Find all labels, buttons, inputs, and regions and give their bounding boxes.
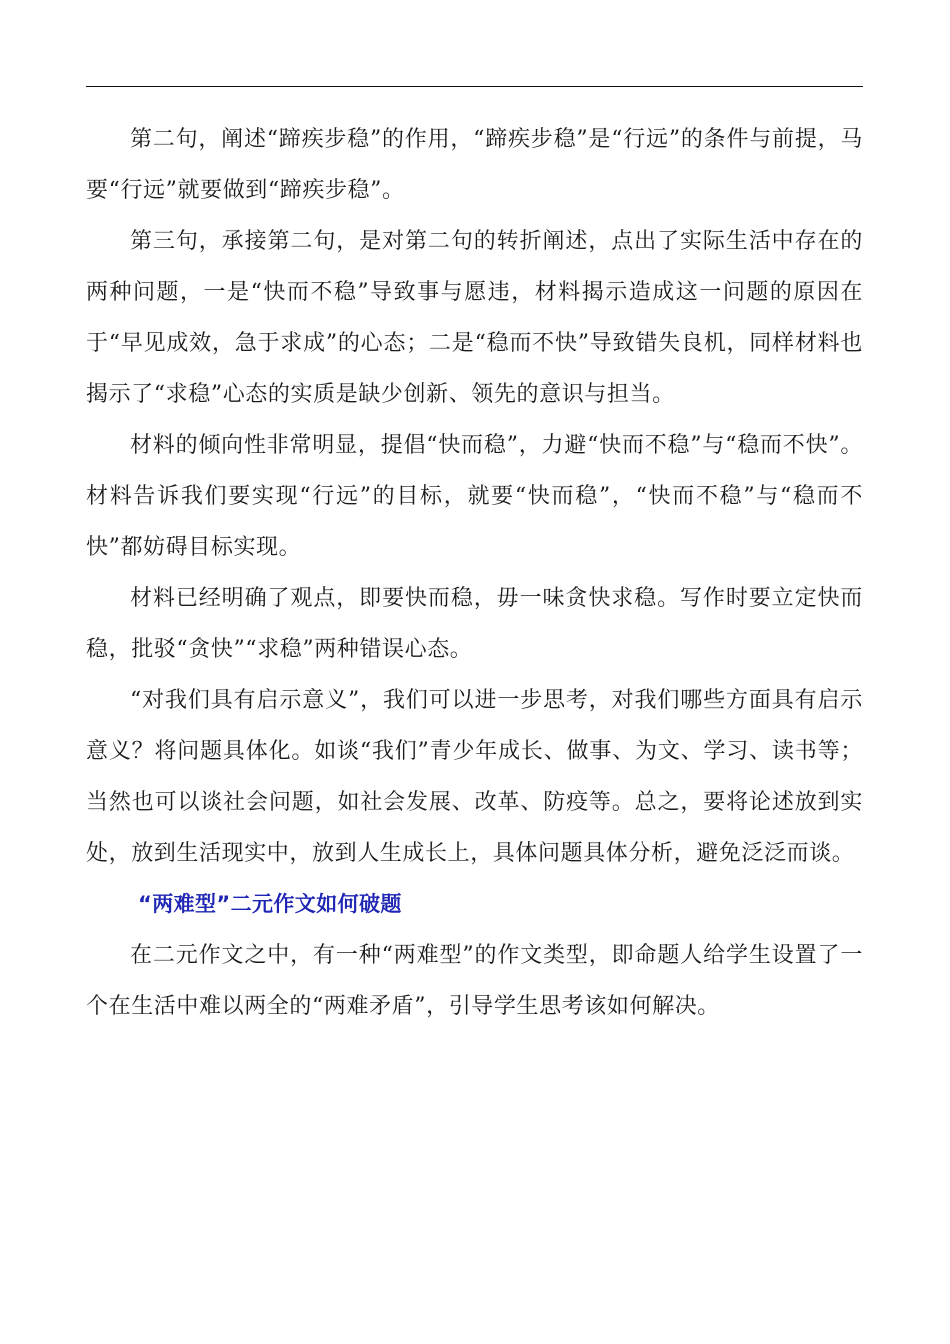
- paragraph-second-sentence: 第二句，阐述“蹄疾步稳”的作用，“蹄疾步稳”是“行远”的条件与前提，马要“行远”就要做到“蹄疾步稳”。: [86, 127, 863, 203]
- paragraph-enlightenment: “对我们具有启示意义”，我们可以进一步思考，对我们哪些方面具有启示意义？将问题具体化。如谈“我们”青少年成长、做事、为文、学习、读书等；当然也可以谈社会问题，如社会发展、改革、防疫等。总之，要将论述放到实处，放到生活现实中，放到人生成长上，具体问题具体分析，避免泛泛而谈。: [86, 688, 863, 866]
- document-body: [86, 114, 863, 1032]
- paragraph-viewpoint: 材料已经明确了观点，即要快而稳，毋一味贪快求稳。写作时要立定快而稳，批驳“贪快”“求稳”两种错误心态。: [86, 586, 863, 662]
- paragraph-dilemma-intro: 在二元作文之中，有一种“两难型”的作文类型，即命题人给学生设置了一个在生活中难以两全的“两难矛盾”，引导学生思考该如何解决。: [86, 943, 863, 1019]
- header-rule: [86, 86, 863, 87]
- section-heading: “两难型”二元作文如何破题: [138, 892, 402, 916]
- paragraph-third-sentence: 第三句，承接第二句，是对第二句的转折阐述，点出了实际生活中存在的两种问题，一是“快而不稳”导致事与愿违，材料揭示造成这一问题的原因在于“早见成效，急于求成”的心态；二是“稳而不快”导致错失良机，同样材料也揭示了“求稳”心态的实质是缺少创新、领先的意识与担当。: [86, 229, 863, 407]
- paragraph-material-tendency: 材料的倾向性非常明显，提倡“快而稳”，力避“快而不稳”与“稳而不快”。材料告诉我们要实现“行远”的目标，就要“快而稳”，“快而不稳”与“稳而不快”都妨碍目标实现。: [86, 433, 863, 560]
